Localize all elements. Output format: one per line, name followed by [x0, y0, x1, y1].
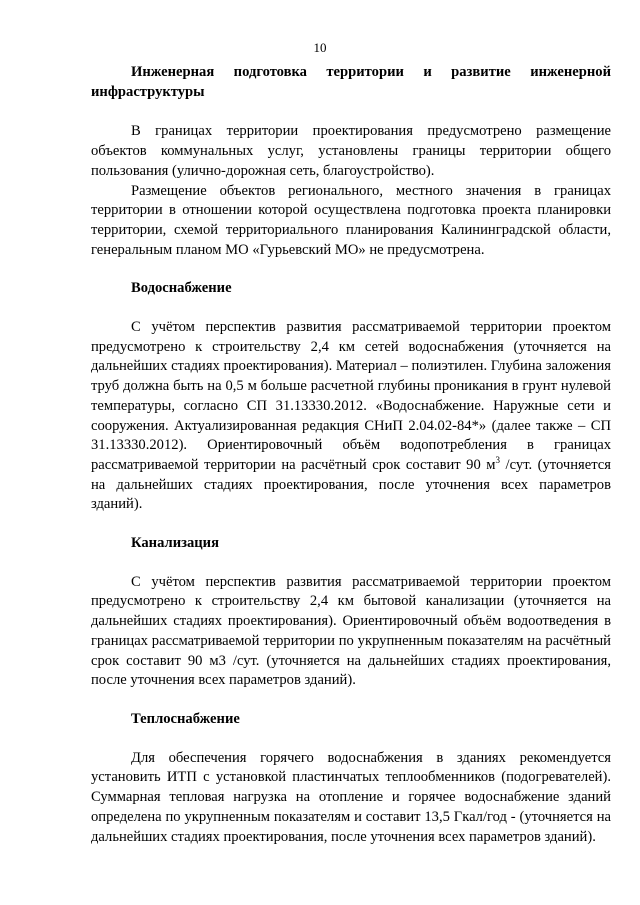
sewerage-heading: Канализация [131, 535, 219, 552]
document-body [91, 63, 611, 847]
heating-heading: Теплоснабжение [131, 710, 240, 727]
water-supply-text-end: /сут. (уточняется на дальнейших стадиях проектирования, после уточнения всех параметров зданий). [91, 456, 611, 513]
intro-paragraph-2: Размещение объектов регионального, местного значения в границах территории в отношении которой осуществлена подготовка проекта планировки территории, схемой территориального планирования Калининградской области, генеральным планом МО «Гурьевский МО» не предусмотрена. [91, 182, 611, 258]
heating-paragraph: Для обеспечения горячего водоснабжения в зданиях рекомендуется установить ИТП с установкой пластинчатых теплообменников (подогревателей). Суммарная тепловая нагрузка на отопление и горячее водоснабжение зданий определена по укрупненным показателям и составит 13,5 Гкал/год - (уточняется на дальнейших стадиях проектирования, после уточнения всех параметров зданий). [91, 749, 611, 845]
water-supply-paragraph [91, 318, 611, 515]
cubic-superscript: 3 [495, 454, 501, 465]
intro-paragraph-1: В границах территории проектирования предусмотрено размещение объектов коммунальных услуг, установлены границы территории общего пользования (улично-дорожная сеть, благоустройство). [91, 123, 611, 179]
page-number: 10 [313, 40, 327, 55]
water-supply-text: С учётом перспектив развития рассматриваемой территории проектом предусмотрено к строительству 2,4 км сетей водоснабжения (уточняется на дальнейших стадиях проектирования). Материал – полиэтилен. Глубина заложения труб должна быть на 0,5 м больше расчетной глубины проникания в грунт нулевой температуры, согласно СП 31.13330.2012. «Водоснабжение. Наружные сети и сооружения. Актуализированная редакция СНиП 2.04.02-84*» (далее также – СП 31.13330.2012). Ориентировочный объём водопотребления в границах рассматриваемой территории на расчётный срок составит 90 м [91, 319, 611, 473]
main-heading: Инженерная подготовка территории и развитие инженерной инфраструктуры [91, 64, 611, 100]
sewerage-paragraph: С учётом перспектив развития рассматриваемой территории проектом предусмотрено к строительству 2,4 км бытовой канализации (уточняется на дальнейших стадиях проектирования). Ориентировочный объём водоотведения в границах рассматриваемой территории по укрупненным показателям на расчётный срок составит 90 м3 /сут. (уточняется на дальнейших стадиях проектирования, после уточнения всех параметров зданий). [91, 573, 611, 689]
water-supply-heading: Водоснабжение [131, 280, 232, 297]
